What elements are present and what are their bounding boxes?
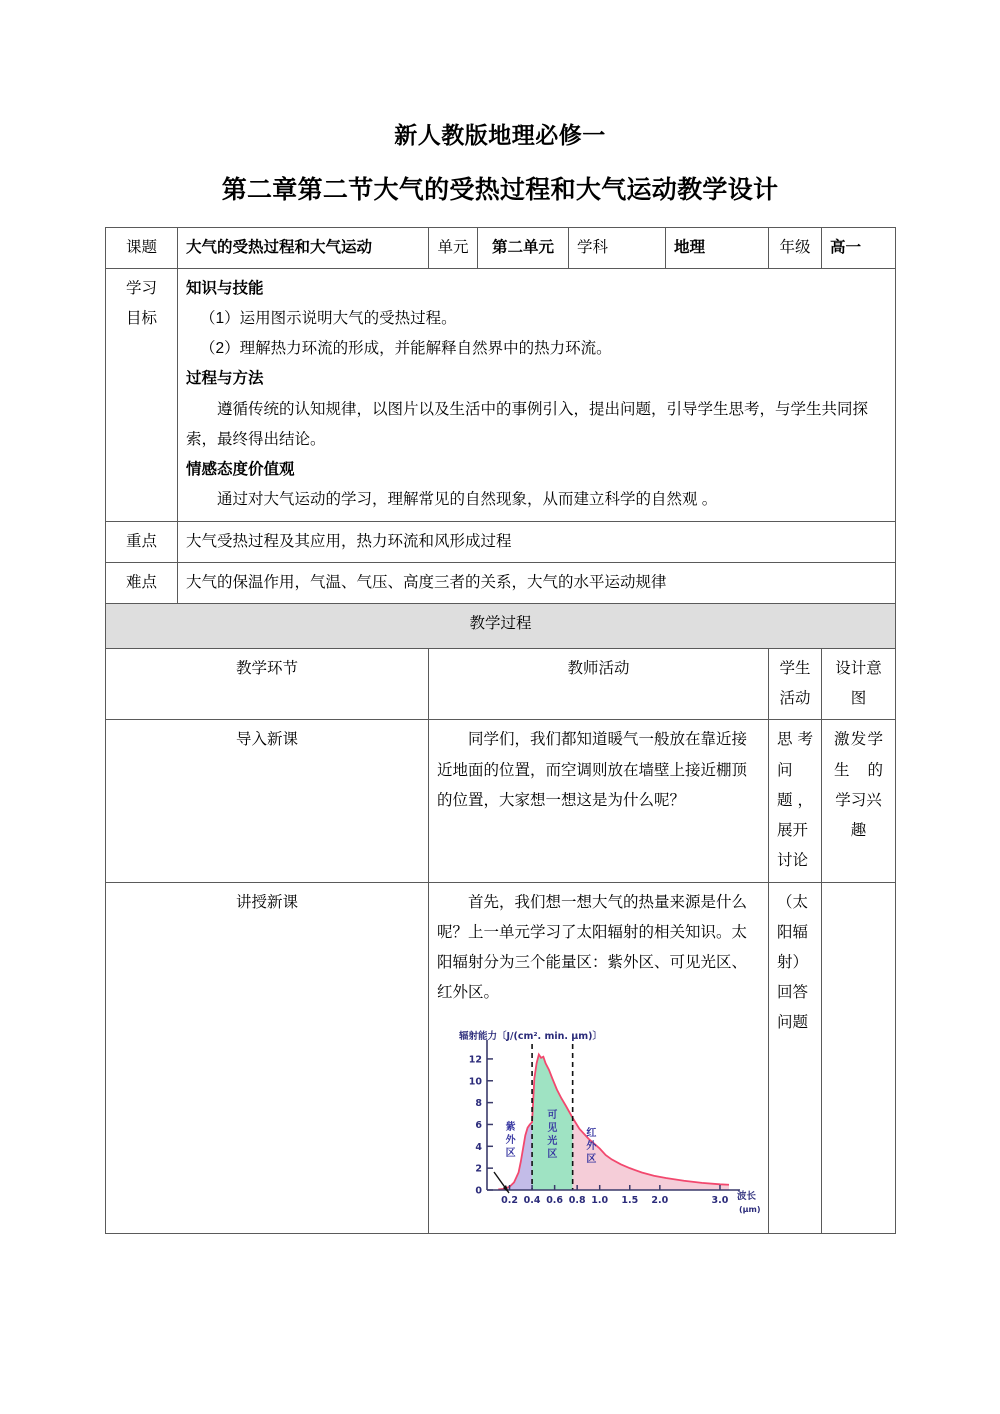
y-tick-label-1: 2 bbox=[475, 1164, 482, 1176]
x-tick-label-0: 0.2 bbox=[501, 1195, 518, 1207]
student-activity-line-0-1: 展开讨论 bbox=[777, 822, 809, 870]
table-row-info bbox=[106, 227, 896, 268]
x-axis-title: 波长 bbox=[737, 1191, 757, 1203]
objectives-heading-values: 情感态度价值观 bbox=[186, 461, 295, 479]
x-axis-unit: (μm) bbox=[739, 1205, 761, 1215]
svg-text:外: 外 bbox=[586, 1141, 597, 1153]
svg-text:区: 区 bbox=[505, 1148, 516, 1160]
teacher-activity-1 bbox=[429, 882, 769, 1234]
student-activity-0 bbox=[769, 720, 822, 882]
stage-name-1: 讲授新课 bbox=[106, 882, 429, 1234]
col-header-intent: 设计意图 bbox=[822, 649, 896, 720]
key-point-label: 重点 bbox=[106, 521, 178, 562]
lesson-plan-table bbox=[105, 227, 896, 1235]
difficult-point-text: 大气的保温作用，气温、气压、高度三者的关系，大气的水平运动规律 bbox=[178, 562, 896, 603]
subject-value: 地理 bbox=[666, 227, 769, 268]
student-activity-line-1-1: 射） bbox=[777, 953, 809, 971]
unit-value: 第二单元 bbox=[478, 227, 569, 268]
objectives-knowledge-item-2: （2）理解热力环流的形成，并能解释自然界中的热力环流。 bbox=[200, 340, 612, 358]
x-tick-label-1: 0.4 bbox=[523, 1195, 541, 1207]
objectives-values-text: 通过对大气运动的学习，理解常见的自然现象，从而建立科学的自然观 。 bbox=[217, 491, 718, 509]
y-tick-label-0: 0 bbox=[475, 1185, 482, 1197]
stage-name-0: 导入新课 bbox=[106, 720, 429, 882]
design-intent-line-0-0: 激发学生的 bbox=[834, 731, 883, 779]
objectives-body bbox=[178, 268, 896, 521]
table-row-process-0 bbox=[106, 720, 896, 882]
x-tick-label-6: 2.0 bbox=[651, 1195, 669, 1207]
y-axis-title: 辐射能力〔J/(cm². min. μm)〕 bbox=[459, 1031, 603, 1043]
objectives-knowledge-item-1: （1）运用图示说明大气的受热过程。 bbox=[200, 310, 457, 328]
design-intent-0 bbox=[822, 720, 896, 882]
topic-value: 大气的受热过程和大气运动 bbox=[178, 227, 429, 268]
svg-text:紫: 紫 bbox=[505, 1122, 516, 1134]
student-activity-line-0-0: 思考问题， bbox=[777, 731, 813, 809]
svg-text:可: 可 bbox=[547, 1110, 558, 1122]
x-tick-label-4: 1.0 bbox=[591, 1195, 609, 1207]
y-tick-label-6: 12 bbox=[468, 1054, 482, 1066]
objectives-heading-process: 过程与方法 bbox=[186, 370, 264, 388]
svg-text:红: 红 bbox=[586, 1128, 597, 1140]
table-row-objectives bbox=[106, 268, 896, 521]
process-banner: 教学过程 bbox=[106, 604, 896, 649]
svg-text:见: 见 bbox=[547, 1123, 558, 1135]
teacher-activity-text-1: 首先，我们想一想大气的热量来源是什么呢？上一单元学习了太阳辐射的相关知识。太阳辐射分为三个能量区：紫外区、可见光区、红外区。 bbox=[437, 893, 748, 1002]
solar-spectrum-svg bbox=[447, 1022, 777, 1222]
difficult-point-label: 难点 bbox=[106, 562, 178, 603]
zone-label-2 bbox=[586, 1126, 597, 1165]
objectives-label bbox=[106, 268, 178, 521]
grade-label: 年级 bbox=[769, 227, 822, 268]
y-tick-label-3: 6 bbox=[475, 1120, 482, 1132]
document-title: 新人教版地理必修一 bbox=[394, 122, 606, 148]
col-header-student: 学生活动 bbox=[769, 649, 822, 720]
design-intent-1 bbox=[822, 882, 896, 1234]
objectives-label-line1: 学习 bbox=[125, 279, 157, 297]
table-row-process-banner bbox=[106, 604, 896, 649]
x-tick-label-5: 1.5 bbox=[621, 1195, 639, 1207]
svg-text:区: 区 bbox=[586, 1154, 597, 1166]
subject-label: 学科 bbox=[569, 227, 666, 268]
design-intent-line-0-1: 学习兴趣 bbox=[835, 791, 882, 840]
col-header-teacher: 教师活动 bbox=[429, 649, 769, 720]
teacher-activity-0 bbox=[429, 720, 769, 882]
document-subtitle: 第二章第二节大气的受热过程和大气运动教学设计 bbox=[221, 175, 779, 204]
svg-text:外: 外 bbox=[505, 1135, 516, 1147]
student-activity-line-1-2: 回答问题 bbox=[777, 984, 809, 1032]
y-tick-label-2: 4 bbox=[475, 1142, 482, 1154]
solar-spectrum-chart bbox=[447, 1022, 777, 1222]
x-tick-label-3: 0.8 bbox=[568, 1195, 586, 1207]
teacher-activity-text-0: 同学们，我们都知道暖气一般放在靠近接近地面的位置，而空调则放在墙壁上接近棚顶的位置，大家想一想这是为什么呢？ bbox=[437, 731, 748, 809]
topic-label: 课题 bbox=[106, 227, 178, 268]
y-tick-label-4: 8 bbox=[475, 1098, 482, 1110]
table-row-process-headers bbox=[106, 649, 896, 720]
x-tick-label-7: 3.0 bbox=[711, 1195, 729, 1207]
student-activity-1 bbox=[769, 882, 822, 1234]
grade-value: 高一 bbox=[822, 227, 896, 268]
student-activity-line-1-0: （太阳辐 bbox=[777, 893, 809, 941]
objectives-heading-knowledge: 知识与技能 bbox=[186, 279, 264, 297]
x-tick-label-2: 0.6 bbox=[546, 1195, 564, 1207]
objectives-label-line2: 目标 bbox=[125, 310, 157, 328]
objectives-process-text: 遵循传统的认知规律，以图片以及生活中的事例引入，提出问题，引导学生思考，与学生共同探索，最终得出结论。 bbox=[186, 400, 869, 448]
table-row-process-1 bbox=[106, 882, 896, 1234]
svg-text:区: 区 bbox=[547, 1149, 558, 1161]
table-row-key-point bbox=[106, 521, 896, 562]
y-tick-label-5: 10 bbox=[468, 1076, 482, 1088]
key-point-text: 大气受热过程及其应用，热力环流和风形成过程 bbox=[178, 521, 896, 562]
svg-text:光: 光 bbox=[547, 1136, 558, 1148]
unit-label: 单元 bbox=[429, 227, 478, 268]
col-header-stage: 教学环节 bbox=[106, 649, 429, 720]
zone-label-0 bbox=[506, 1120, 517, 1159]
table-row-difficult-point bbox=[106, 562, 896, 603]
